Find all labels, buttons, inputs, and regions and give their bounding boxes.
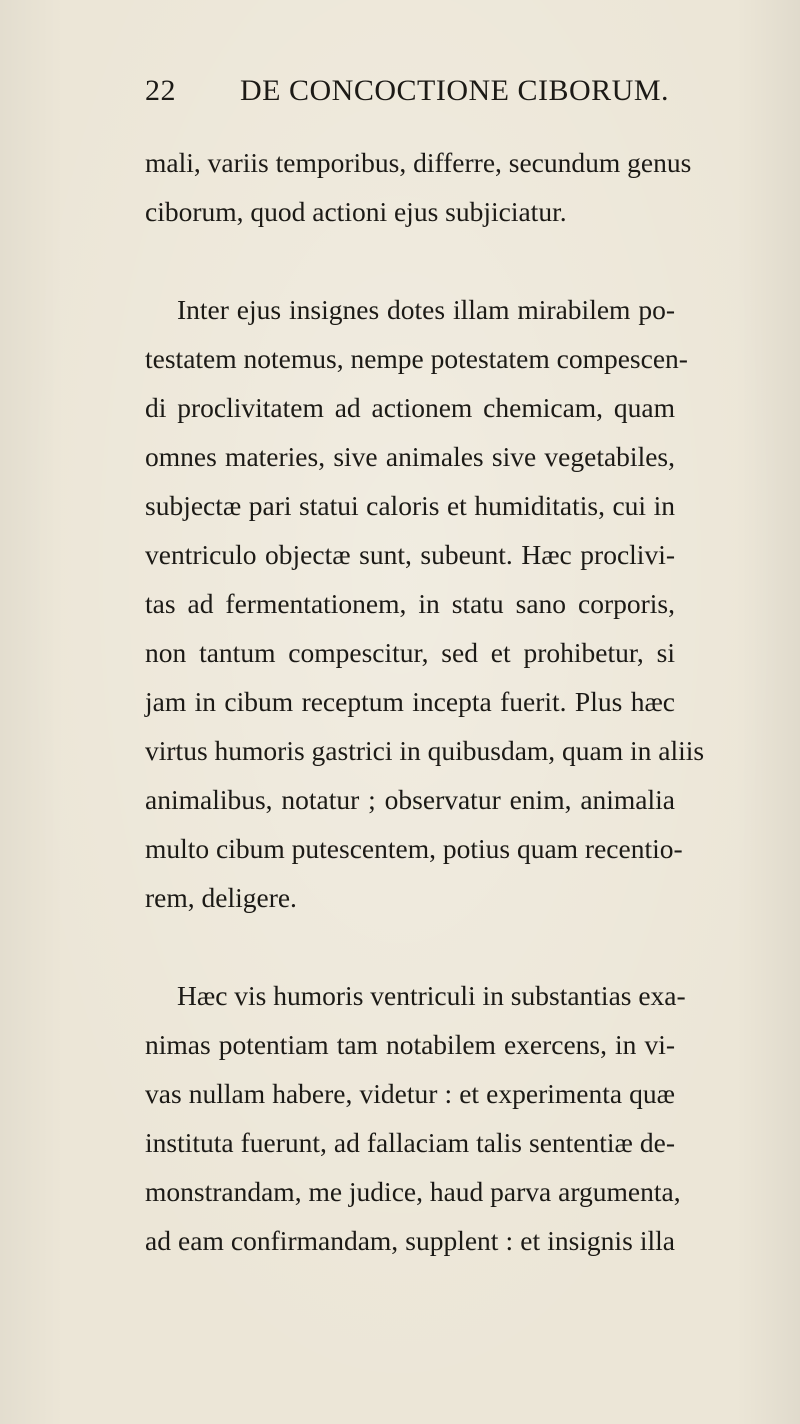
text-line: animalibus, notatur ; observatur enim, animalia bbox=[145, 784, 675, 815]
text-line: Inter ejus insignes dotes illam mirabilem po- bbox=[177, 294, 675, 325]
paragraph-gap bbox=[145, 922, 675, 971]
page-number: 22 bbox=[145, 74, 176, 107]
paragraph-2 bbox=[145, 285, 705, 922]
text-line: tas ad fermentationem, in statu sano corporis, bbox=[145, 588, 675, 619]
paragraph-1 bbox=[145, 138, 692, 236]
text-line: vas nullam habere, videtur : et experimenta quæ bbox=[145, 1078, 675, 1109]
text-line: di proclivitatem ad actionem chemicam, quam bbox=[145, 392, 675, 423]
text-line: rem, deligere. bbox=[145, 882, 297, 913]
text-line: instituta fuerunt, ad fallaciam talis sententiæ de- bbox=[145, 1127, 675, 1158]
text-line: subjectæ pari statui caloris et humiditatis, cui in bbox=[145, 490, 675, 521]
body-text bbox=[145, 138, 705, 1265]
running-head bbox=[145, 74, 670, 114]
text-line: ventriculo objectæ sunt, subeunt. Hæc proclivi- bbox=[145, 539, 675, 570]
text-line: ad eam confirmandam, supplent : et insignis illa bbox=[145, 1225, 675, 1256]
text-line: ciborum, quod actioni ejus subjiciatur. bbox=[145, 196, 567, 227]
text-line: mali, variis temporibus, differre, secundum genus bbox=[145, 147, 692, 178]
text-line: omnes materies, sive animales sive vegetabiles, bbox=[145, 441, 675, 472]
text-line: multo cibum putescentem, potius quam recentio- bbox=[145, 833, 683, 864]
text-line: testatem notemus, nempe potestatem compescen- bbox=[145, 343, 688, 374]
text-line: virtus humoris gastrici in quibusdam, quam in aliis bbox=[145, 735, 705, 766]
text-line: Hæc vis humoris ventriculi in substantias exa- bbox=[177, 980, 686, 1011]
paragraph-gap bbox=[145, 236, 675, 285]
paragraph-3 bbox=[145, 971, 686, 1265]
running-head-title: DE CONCOCTIONE CIBORUM. bbox=[240, 74, 670, 107]
text-line: non tantum compescitur, sed et prohibetur, si bbox=[145, 637, 675, 668]
text-line: nimas potentiam tam notabilem exercens, in vi- bbox=[145, 1029, 675, 1060]
text-line: monstrandam, me judice, haud parva argumenta, bbox=[145, 1176, 681, 1207]
text-line: jam in cibum receptum incepta fuerit. Plus hæc bbox=[145, 686, 675, 717]
